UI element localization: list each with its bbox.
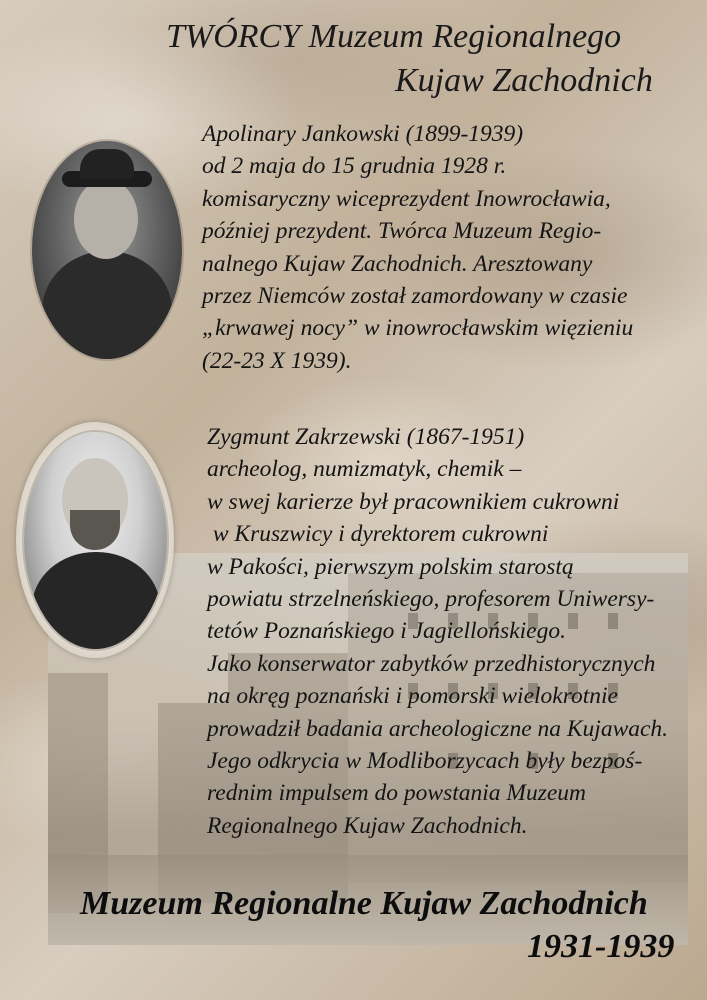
footer-museum-name: Muzeum Regionalne Kujaw Zachodnich: [80, 885, 648, 922]
bio-line: Jego odkrycia w Modliborzycach były bezpoś-: [207, 748, 643, 775]
bio-line: w swej karierze był pracownikiem cukrowni: [207, 488, 620, 515]
bio-line: Zygmunt Zakrzewski (1867-1951): [207, 424, 525, 450]
bio-line: komisaryczny wiceprezydent Inowrocławia,: [202, 185, 611, 212]
bio-line: na okręg poznański i pomorski wielokrotnie: [207, 683, 618, 710]
portrait-zygmunt-zakrzewski: [24, 432, 167, 649]
footer-years: 1931-1939: [527, 928, 675, 965]
page-title-line-2: Kujaw Zachodnich: [395, 62, 653, 99]
bio-line: w Pakości, pierwszym polskim starostą: [207, 553, 574, 580]
page-title-line-1: TWÓRCY Muzeum Regionalnego: [166, 18, 622, 55]
bio-line: tetów Poznańskiego i Jagiellońskiego.: [207, 618, 566, 645]
bio-line: prowadził badania archeologiczne na Kujawach.: [207, 715, 669, 742]
bio-line: rednim impulsem do powstania Muzeum: [207, 780, 587, 807]
bio-line: Jako konserwator zabytków przedhistorycznych: [207, 650, 656, 677]
bio-line: nalnego Kujaw Zachodnich. Aresztowany: [202, 250, 593, 277]
bio-zygmunt-zakrzewski: [207, 421, 668, 842]
bio-line: przez Niemców został zamordowany w czasie: [202, 283, 628, 310]
bio-line: „krwawej nocy” w inowrocławskim więzieniu: [202, 315, 634, 342]
bio-line: później prezydent. Twórca Muzeum Regio-: [202, 218, 602, 245]
bio-line: od 2 maja do 15 grudnia 1928 r.: [202, 153, 507, 180]
bio-line: archeolog, numizmatyk, chemik –: [207, 456, 522, 483]
bio-line: powiatu strzelneńskiego, profesorem Uniwersy-: [207, 586, 655, 613]
bio-line: w Kruszwicy i dyrektorem cukrowni: [207, 521, 549, 548]
bio-line: (22-23 X 1939).: [202, 347, 352, 374]
bio-apolinary-jankowski: [202, 118, 633, 377]
portrait-apolinary-jankowski: [32, 141, 182, 359]
bio-line: Regionalnego Kujaw Zachodnich.: [207, 812, 528, 839]
bio-line: Apolinary Jankowski (1899-1939): [202, 121, 524, 147]
